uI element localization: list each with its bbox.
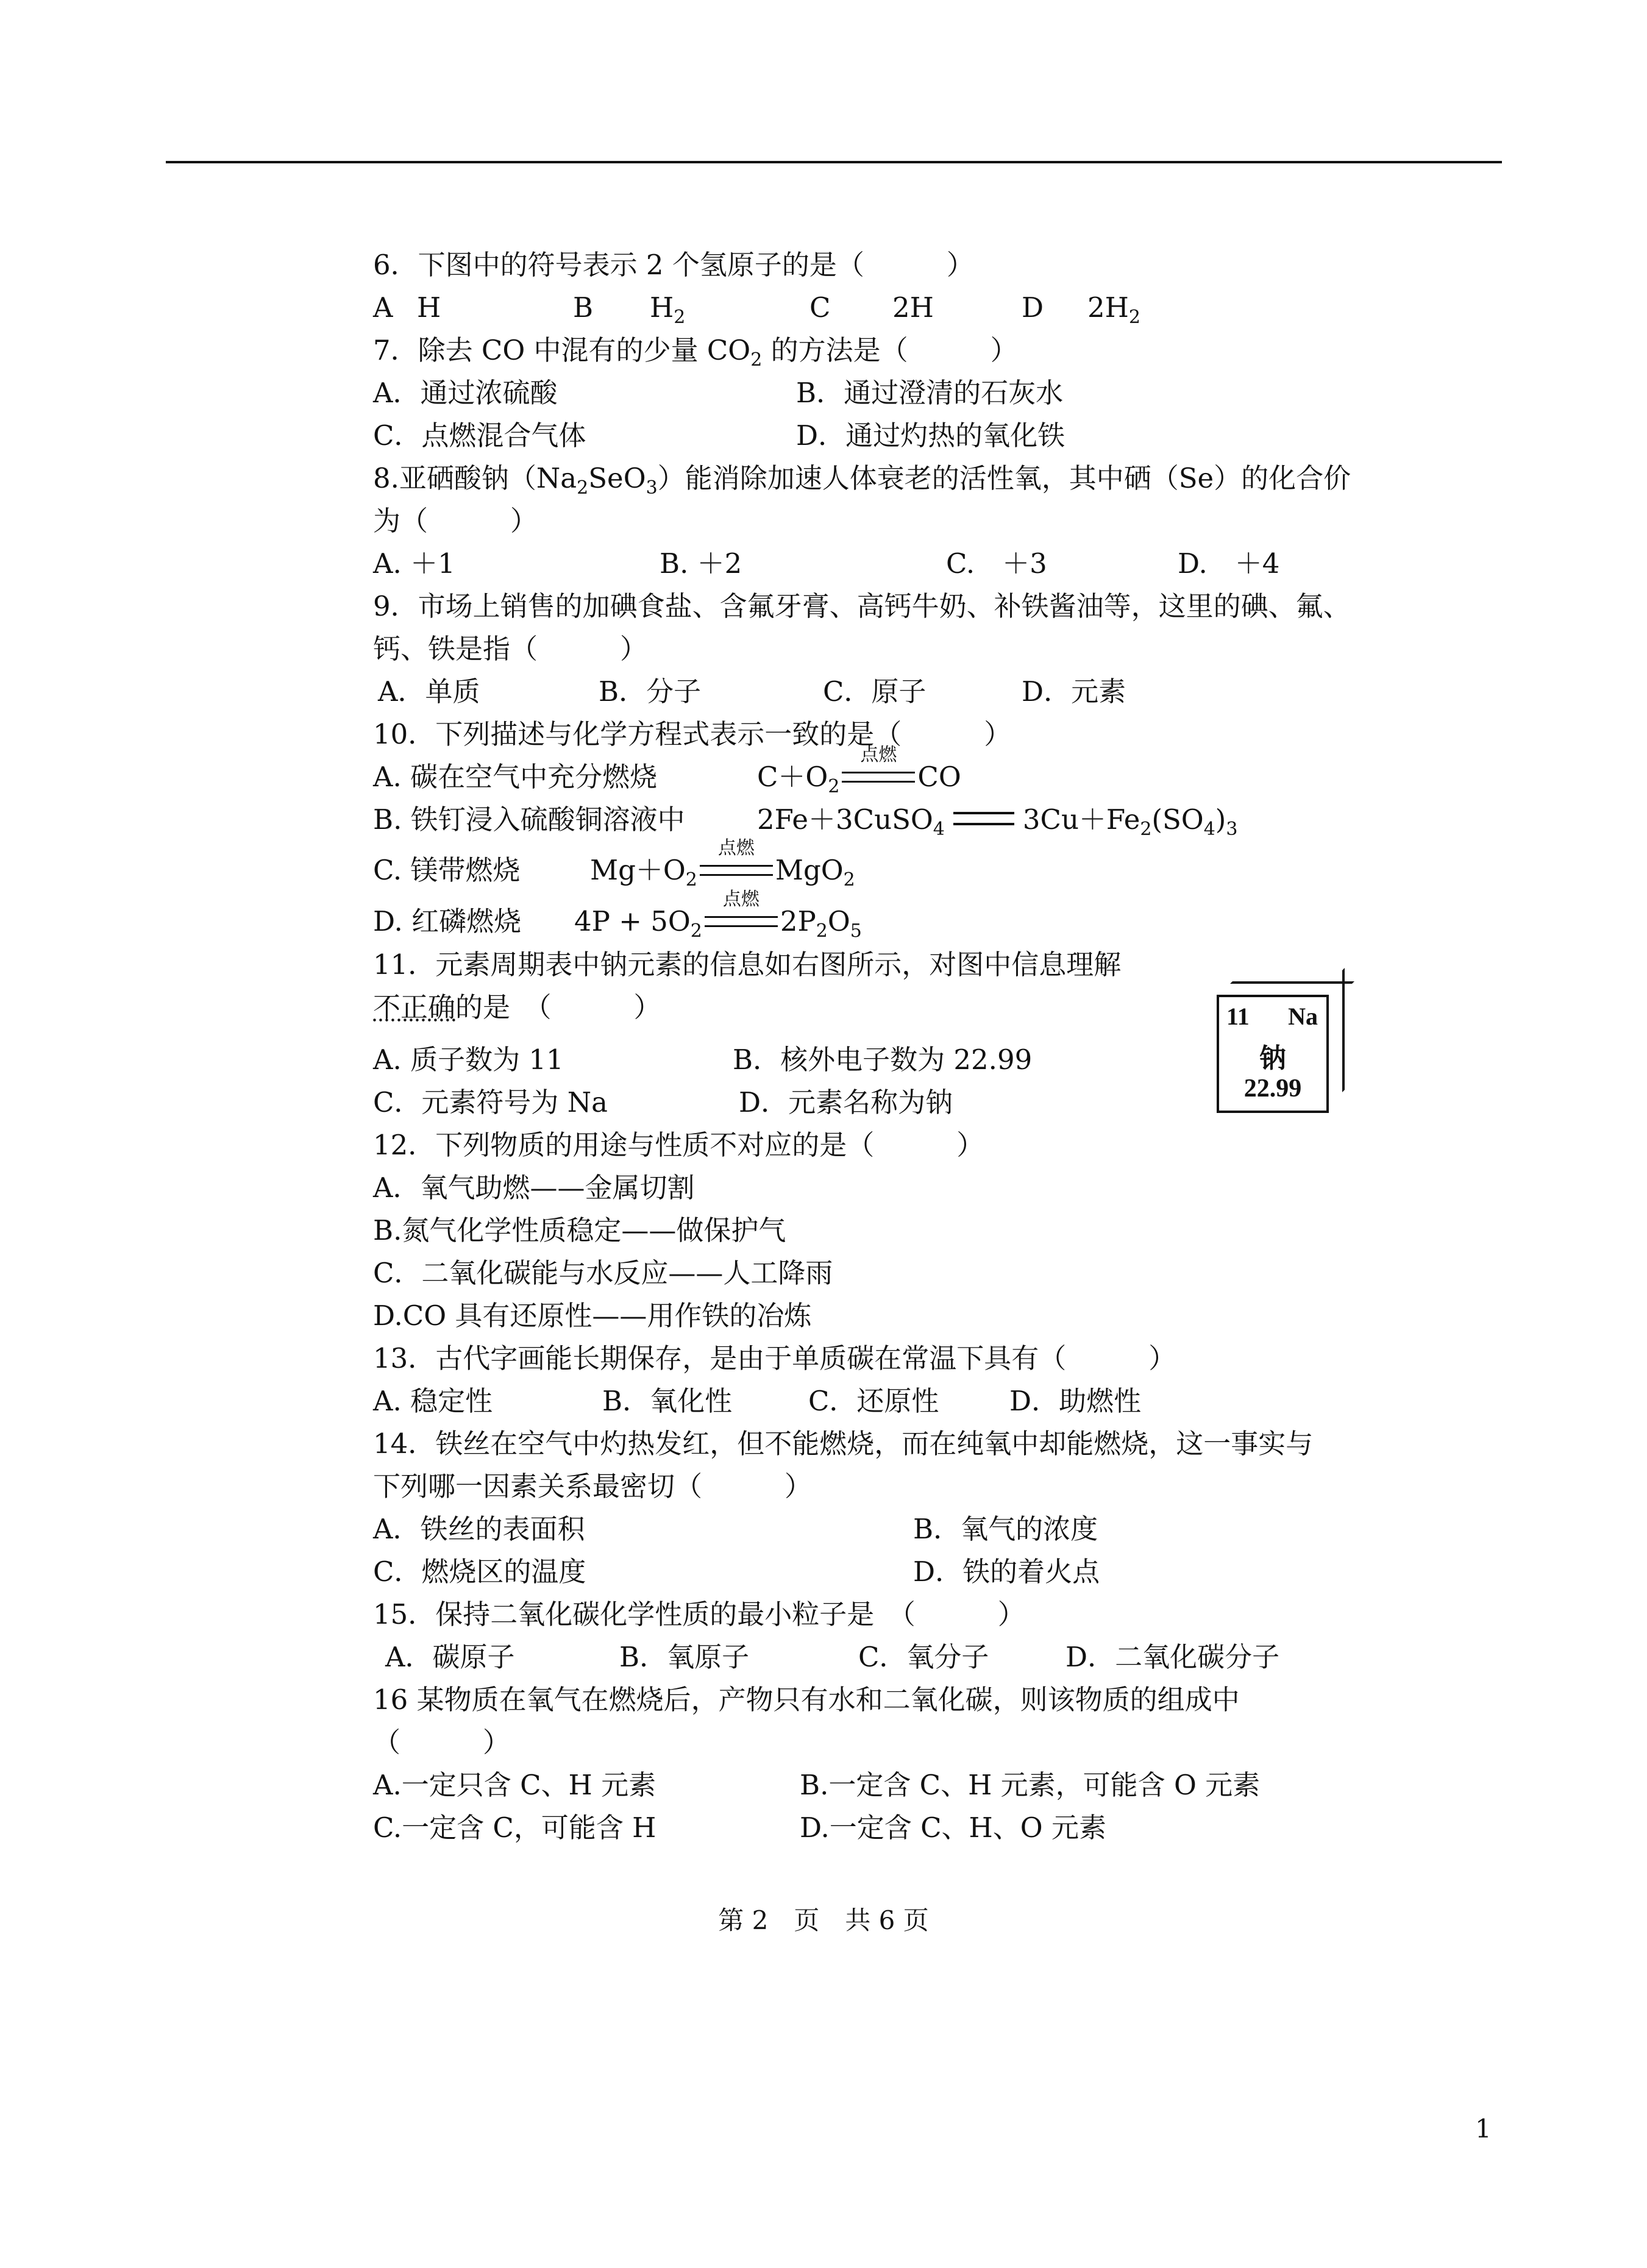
q15-stem: 15．保持二氧化碳化学性质的最小粒子是 （ ）	[373, 1598, 1025, 1630]
q10-option-b: B. 铁钉浸入硫酸铜溶液中 2Fe＋3CuSO$_4$ $3Cu+Fe_2(SO_4)_3$	[373, 803, 1238, 840]
atomic-number: 11	[1226, 1003, 1250, 1030]
q12-option-b: B.氮气化学性质稳定——做保护气	[373, 1214, 786, 1246]
q10-option-d: D. 红磷燃烧 $4P + 5O_2$ 点燃 $2P_2O_5$	[373, 889, 862, 942]
q11-stem-cont: 不正确的是 （ ）	[373, 991, 661, 1023]
q6-stem: 6．下图中的符号表示 2 个氢原子的是（ ）	[373, 249, 974, 281]
q9-stem-cont: 钙、铁是指（ ）	[373, 633, 648, 665]
q8-stem-cont: 为（ ）	[373, 505, 538, 537]
q12-option-a: A．氧气助燃——金属切割	[373, 1171, 695, 1204]
q14-stem-cont: 下列哪一因素关系最密切（ ）	[373, 1470, 813, 1502]
reaction-arrow: 点燃	[842, 764, 915, 789]
q15-options: A．碳原子 B．氧原子 C．氧分子 D．二氧化碳分子	[385, 1641, 1280, 1673]
q13-options: A. 稳定性 B．氧化性 C．还原性 D．助燃性	[373, 1385, 1142, 1417]
q7-options-cd: C．点燃混合气体 D．通过灼热的氧化铁	[373, 419, 1065, 452]
q11-stem: 11．元素周期表中钠元素的信息如右图所示，对图中信息理解	[373, 948, 1122, 981]
element-name: 钠	[1259, 1043, 1286, 1073]
q14-options-ab: A．铁丝的表面积 B．氧气的浓度	[373, 1513, 1098, 1545]
q13-stem: 13．古代字画能长期保存，是由于单质碳在常温下具有（ ）	[373, 1342, 1176, 1374]
q16-options-cd: C.一定含 C，可能含 H D.一定含 C、H、O 元素	[373, 1811, 1106, 1844]
equals-sign	[953, 812, 1014, 825]
q6-options: A H B $H_2$ C 2H D $2H_2$	[373, 291, 1140, 328]
q9-stem: 9．市场上销售的加碘食盐、含氟牙膏、高钙牛奶、补铁酱油等，这里的碘、氟、	[373, 590, 1351, 622]
q7-stem: 7．除去 CO 中混有的少量 $CO_2$ 的方法是（ ）	[373, 334, 1018, 371]
q16-stem-cont: （ ）	[373, 1726, 511, 1758]
q12-option-d: D.CO 具有还原性——用作铁的冶炼	[373, 1299, 812, 1332]
q10-stem: 10．下列描述与化学方程式表示一致的是（ ）	[373, 718, 1012, 750]
q9-options: A．单质 B．分子 C．原子 D．元素	[378, 675, 1126, 708]
q10-option-a: A. 碳在空气中充分燃烧 $C+O_2$ 点燃 CO	[373, 744, 961, 797]
q16-stem: 16 某物质在氧气在燃烧后，产物只有水和二氧化碳，则该物质的组成中	[373, 1683, 1240, 1716]
q11-options-cd: C．元素符号为 Na D．元素名称为钠	[373, 1086, 953, 1118]
reaction-arrow: 点燃	[705, 909, 778, 933]
q16-options-ab: A.一定只含 C、H 元素 B.一定含 C、H 元素，可能含 O 元素	[373, 1769, 1261, 1801]
q10-option-c: C. 镁带燃烧 $Mg+O_2$ 点燃 MgO$_2$	[373, 837, 855, 890]
q8-options: A. ＋1 B. ＋2 C. ＋3 D. ＋4	[373, 547, 1280, 580]
q8-stem: 8.亚硒酸钠$(Na_2SeO_3)$能消除加速人体衰老的活性氧，其中硒（Se）的化合价	[373, 462, 1351, 499]
page-footer: 第 2 页 共 6 页	[718, 1905, 929, 1935]
q12-option-c: C．二氧化碳能与水反应——人工降雨	[373, 1257, 833, 1289]
q14-stem: 14．铁丝在空气中灼热发红，但不能燃烧，而在纯氧中却能燃烧，这一事实与	[373, 1427, 1314, 1460]
page-number: 1	[1475, 2114, 1492, 2144]
q14-options-cd: C．燃烧区的温度 D．铁的着火点	[373, 1555, 1100, 1588]
q11-options-ab: A. 质子数为 11 B．核外电子数为 22.99	[373, 1043, 1033, 1076]
q12-stem: 12．下列物质的用途与性质不对应的是（ ）	[373, 1129, 984, 1161]
q7-options-ab: A．通过浓硫酸 B．通过澄清的石灰水	[373, 377, 1064, 409]
sodium-element-tile	[1217, 995, 1329, 1113]
atomic-mass: 22.99	[1243, 1075, 1302, 1103]
header-rule	[166, 161, 1502, 163]
reaction-arrow: 点燃	[700, 858, 773, 882]
element-symbol: Na	[1288, 1003, 1318, 1030]
